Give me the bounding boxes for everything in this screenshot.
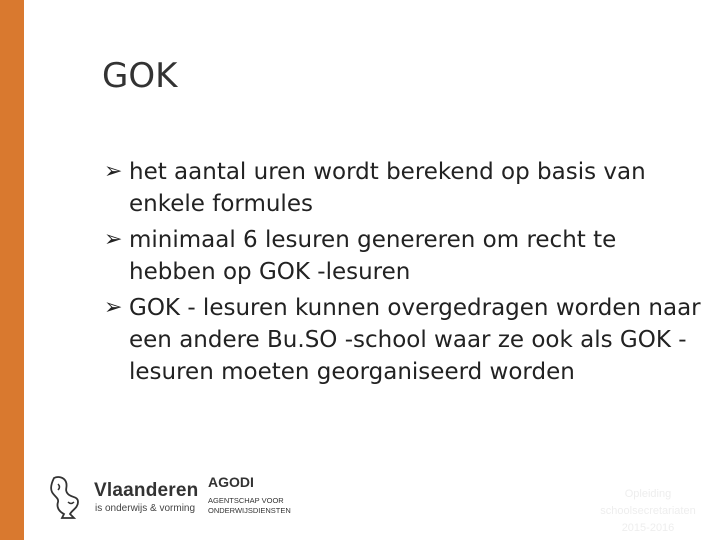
arrow-bullet-icon: ➢: [104, 295, 123, 320]
bullet-list: [104, 156, 704, 392]
footer-line: 2015-2016: [621, 522, 675, 534]
flemish-lion-icon: [48, 474, 82, 520]
bullet-item: [104, 224, 704, 288]
bullet-item: [104, 156, 704, 220]
bullet-text: GOK - lesuren kunnen overgedragen worden naar een andere Bu.SO -school waar ze ook als GOK -lesuren moeten georganiseerd worden: [129, 295, 701, 385]
bullet-text: het aantal uren wordt berekend op basis van enkele formules: [129, 159, 646, 217]
agodi-tagline: AGENTSCHAP VOOR ONDERWIJSDIENSTEN: [208, 496, 291, 515]
accent-sidebar: [0, 0, 24, 540]
arrow-bullet-icon: ➢: [104, 159, 123, 184]
vlaanderen-logo: [48, 470, 208, 526]
agodi-logo: [208, 468, 318, 528]
bullet-text: minimaal 6 lesuren genereren om recht te hebben op GOK -lesuren: [129, 227, 617, 285]
agodi-wordmark: AGODI: [208, 474, 254, 490]
footer-line: Opleiding: [624, 488, 672, 500]
vlaanderen-tagline: is onderwijs & vorming: [95, 503, 196, 514]
slide-title: GOK: [102, 56, 178, 96]
bullet-item: [104, 292, 704, 388]
arrow-bullet-icon: ➢: [104, 227, 123, 252]
footer-line: schoolsecretariaten: [600, 505, 696, 517]
footer-text: [578, 486, 718, 537]
vlaanderen-wordmark: Vlaanderen: [94, 480, 199, 501]
